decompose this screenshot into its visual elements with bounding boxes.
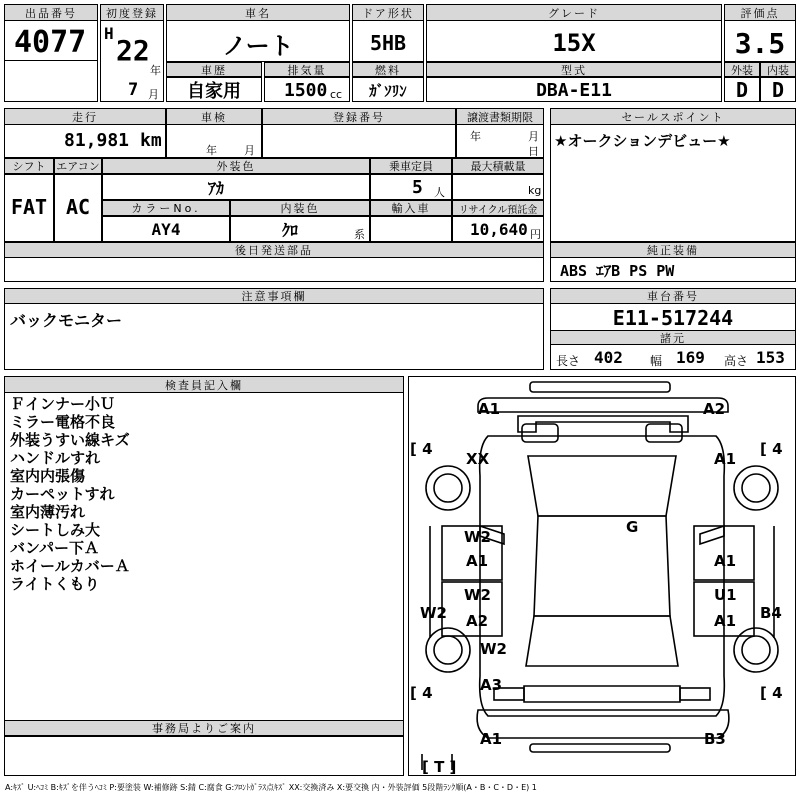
grade-label: グレード — [426, 4, 722, 21]
fuel-label: 燃料 — [352, 62, 424, 77]
transfer-month-unit: 月 — [528, 130, 539, 143]
tire-mark-spare: [ T ] — [422, 758, 457, 776]
displacement-value: 1500 — [284, 79, 328, 101]
import-label: 輸入車 — [370, 200, 452, 216]
first-reg-label: 初度登録 — [100, 4, 164, 21]
shift-label: シフト — [4, 158, 54, 174]
mark-g: G — [626, 518, 639, 536]
displacement-label: 排気量 — [264, 62, 350, 77]
rear-bumper-outline — [477, 710, 729, 738]
body-outline — [480, 436, 725, 716]
mark-w2-sill: W2 — [420, 604, 447, 622]
inspector-note: ハンドルすれ — [10, 449, 101, 467]
recycle-unit: 円 — [530, 228, 541, 241]
first-reg-month: 7 — [128, 80, 139, 100]
model-label: 型式 — [426, 62, 722, 77]
tire-mark-rl: [ 4 — [410, 684, 433, 702]
int-color-value: ｸﾛ — [281, 220, 298, 240]
equipment-label: 純正装備 — [550, 242, 796, 258]
inspection-label: 車検 — [166, 108, 262, 125]
taillight-right — [680, 688, 710, 700]
tire-rear-right-hub — [742, 636, 770, 664]
tire-rear-right — [734, 628, 778, 672]
inspector-note: ミラー電格不良 — [10, 413, 116, 431]
int-color-label: 内装色 — [230, 200, 370, 216]
rear-hatch-outline — [524, 686, 680, 702]
color-no-value: AY4 — [151, 219, 181, 239]
inspector-note: Ｆインナー小Ｕ — [10, 395, 116, 413]
mark-b3: B3 — [704, 730, 726, 748]
import-box — [370, 216, 452, 242]
history-label: 車歴 — [166, 62, 262, 77]
mark-b4: B4 — [760, 604, 782, 622]
inspector-note: バンパー下Ａ — [10, 539, 99, 557]
inspector-note: ホイールカバーＡ — [10, 557, 130, 575]
int-color-unit: 系 — [354, 228, 365, 241]
max-load-label: 最大積載量 — [452, 158, 544, 174]
tire-front-left — [426, 466, 470, 510]
mark-a2-front-right: A2 — [703, 400, 726, 418]
aircon-value: AC — [65, 195, 91, 219]
inspector-note: シートしみ大 — [10, 521, 101, 539]
grade-value: 15X — [552, 29, 596, 57]
interior-score-label: 内装 — [760, 62, 796, 77]
headlight-left — [522, 424, 558, 442]
interior-score: D — [771, 78, 785, 102]
later-parts-label: 後日発送部品 — [4, 242, 544, 258]
inspector-note: 外装うすい線キズ — [10, 431, 130, 449]
tire-front-right-hub — [742, 474, 770, 502]
equipment-value: ABS ｴｱB PS PW — [560, 261, 675, 280]
front-fascia-outline — [478, 398, 728, 412]
inspection-year-unit: 年 — [206, 144, 217, 157]
tire-mark-fl: [ 4 — [410, 440, 433, 458]
caution-value: バックモニター — [10, 311, 123, 330]
tire-fr-value: 4 — [772, 440, 783, 458]
lot-number: 4077 — [14, 24, 87, 60]
mark-w2-left1: W2 — [464, 528, 491, 546]
inspector-notes — [10, 395, 130, 593]
fuel-value: ｶﾞｿﾘﾝ — [369, 81, 407, 100]
specs-label: 諸元 — [550, 330, 796, 345]
transfer-year-unit: 年 — [470, 130, 481, 143]
office-label: 事務局よりご案内 — [4, 720, 404, 736]
spec-height-label: 高さ — [724, 354, 749, 368]
transfer-day-unit: 日 — [528, 145, 539, 158]
tire-front-left-hub — [434, 474, 462, 502]
spec-width-label: 幅 — [650, 354, 663, 368]
mark-xx: XX — [466, 450, 490, 468]
mark-a1-right-front: A1 — [714, 450, 737, 468]
exterior-score-label: 外装 — [724, 62, 760, 77]
mileage-unit: km — [140, 130, 162, 151]
shift-value: FAT — [10, 195, 48, 219]
inspector-note: 室内薄汚れ — [10, 503, 86, 521]
inspector-label: 検査員記入欄 — [4, 376, 404, 393]
ext-color-label: 外装色 — [102, 158, 370, 174]
score-value: 3.5 — [734, 26, 786, 60]
rear-bumper-bar — [530, 744, 670, 752]
car-name-label: 車名 — [166, 4, 350, 21]
ext-color-value: ｱｶ — [207, 178, 224, 198]
first-reg-month-unit: 月 — [148, 88, 159, 101]
tire-front-right — [734, 466, 778, 510]
headlight-right — [646, 424, 682, 442]
tire-rl-value: 4 — [422, 684, 433, 702]
color-no-label: カラーNo. — [102, 200, 230, 216]
sales-point-box — [550, 108, 796, 242]
spec-length-label: 長さ — [556, 354, 581, 368]
right-mirror — [700, 526, 724, 544]
mark-a1-rear: A1 — [480, 730, 503, 748]
model-value: DBA-E11 — [536, 79, 612, 101]
lot-lower — [4, 60, 98, 102]
mark-a1-front-left: A1 — [478, 400, 501, 418]
tire-rear-left — [426, 628, 470, 672]
front-bumper-outline — [530, 382, 670, 392]
car-diagram — [408, 376, 796, 776]
spare-tire-value: T — [434, 758, 445, 776]
capacity-unit: 人 — [434, 186, 445, 199]
mark-w2-left2: W2 — [464, 586, 491, 604]
mark-w2-left3: W2 — [480, 640, 507, 658]
tire-rear-left-hub — [434, 636, 462, 664]
roof-outline — [534, 516, 670, 616]
mark-u1-right: U1 — [714, 586, 737, 604]
inspector-note: 室内内張傷 — [10, 467, 86, 485]
door-type: 5HB — [369, 31, 407, 55]
tire-fl-value: 4 — [422, 440, 433, 458]
inspector-note: ライトくもり — [10, 575, 100, 593]
history-value: 自家用 — [187, 81, 241, 102]
car-name: ノート — [222, 31, 294, 60]
door-label: ドア形状 — [352, 4, 424, 21]
first-reg-year-unit: 年 — [150, 64, 161, 77]
rear-window-outline — [526, 616, 678, 666]
chassis-label: 車台番号 — [550, 288, 796, 304]
office-box — [4, 736, 404, 776]
chassis-value: E11-517244 — [612, 306, 734, 330]
lot-label: 出品番号 — [4, 4, 98, 21]
sales-point-value: ★オークションデビュー★ — [554, 132, 731, 150]
tire-mark-rr: [ 4 — [760, 684, 783, 702]
exterior-score: D — [735, 78, 749, 102]
mark-a3: A3 — [480, 676, 503, 694]
mark-a1-right1: A1 — [714, 552, 737, 570]
mark-a1-left1: A1 — [466, 552, 489, 570]
spec-width: 169 — [676, 348, 705, 367]
mark-a2-left2: A2 — [466, 612, 489, 630]
aircon-label: エアコン — [54, 158, 102, 174]
displacement-unit: cc — [330, 88, 343, 101]
first-reg-year: 22 — [116, 34, 150, 67]
tire-mark-fr: [ 4 — [760, 440, 783, 458]
first-reg-era: H — [104, 24, 114, 43]
capacity-label: 乗車定員 — [370, 158, 452, 174]
windshield-outline — [528, 456, 676, 516]
mileage-label: 走行 — [4, 108, 166, 125]
spec-height: 153 — [756, 348, 785, 367]
mark-a1-right2: A1 — [714, 612, 737, 630]
spec-length: 402 — [594, 348, 623, 367]
recycle-label: リサイクル預託金 — [452, 200, 544, 216]
inspector-note: カーペットすれ — [10, 485, 115, 503]
registration-label: 登録番号 — [262, 108, 456, 125]
score-label: 評価点 — [724, 4, 796, 21]
inspection-month-unit: 月 — [244, 144, 255, 157]
mileage-value: 81,981 — [64, 130, 130, 151]
caution-label: 注意事項欄 — [4, 288, 544, 304]
capacity-value: 5 — [412, 176, 423, 198]
tire-rr-value: 4 — [772, 684, 783, 702]
transfer-label: 譲渡書類期限 — [456, 108, 544, 125]
recycle-value: 10,640 — [470, 219, 528, 239]
max-load-unit: kg — [528, 184, 542, 197]
legend: A:ｷｽﾞ U:ﾍｺﾐ B:ｷｽﾞを伴うﾍｺﾐ P:要塗装 W:補修跡 S:錆 C:腐食 G:ﾌﾛﾝﾄｶﾞﾗｽ点ｷｽﾞ XX:交換済み X:要交換 内・外装評価 5段階ﾗﾝｸ順(A・B・C・D・E) 1 — [5, 783, 537, 792]
sales-point-label: セールスポイント — [550, 108, 796, 125]
